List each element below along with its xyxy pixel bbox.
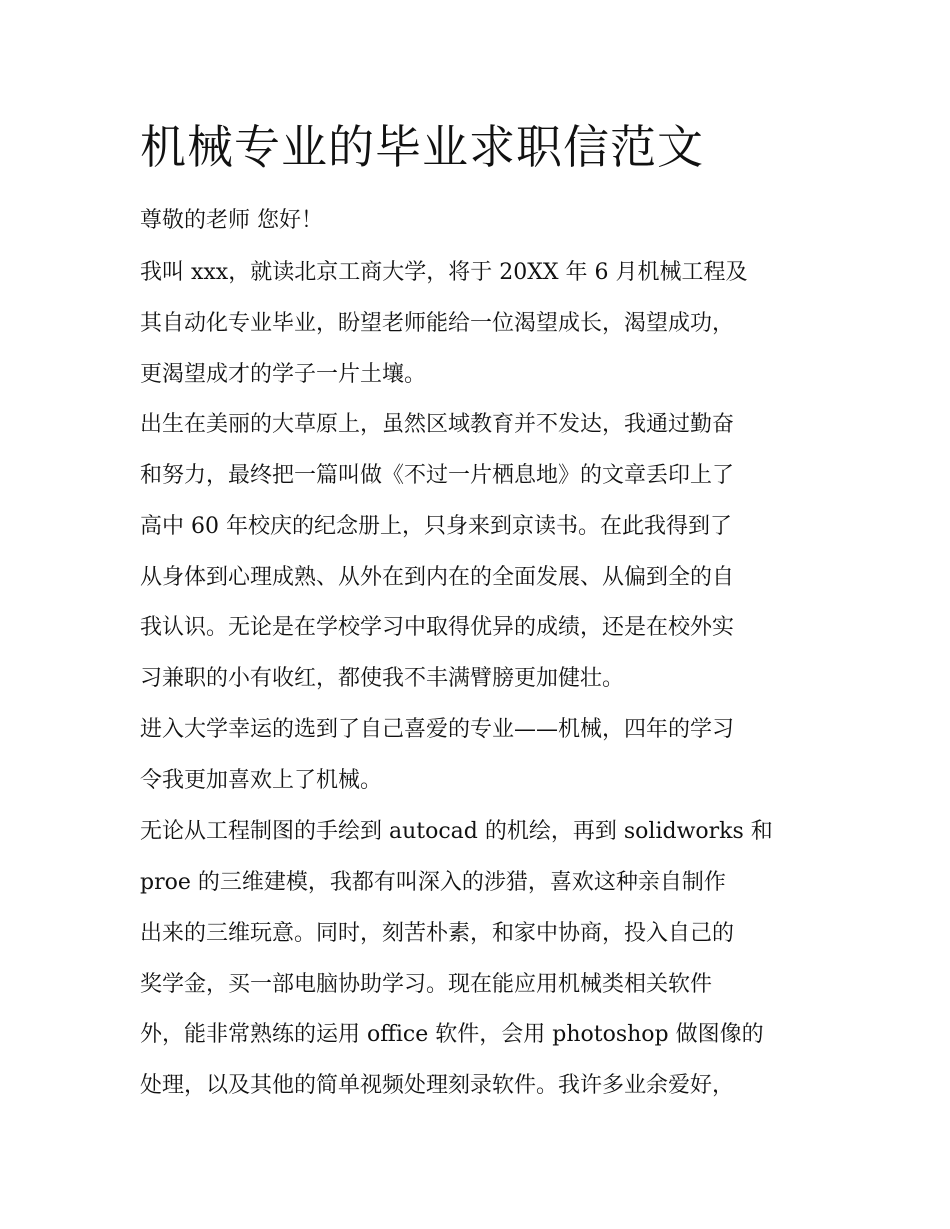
body-line: 从身体到心理成熟、从外在到内在的全面发展、从偏到全的自	[140, 565, 735, 590]
body-line: 和努力，最终把一篇叫做《不过一片栖息地》的文章丢印上了	[140, 463, 735, 488]
body-line: proe 的三维建模，我都有叫深入的涉猎，喜欢这种亲自制作	[140, 870, 726, 895]
salutation-line: 尊敬的老师 您好！	[140, 208, 323, 233]
body-line: 奖学金，买一部电脑协助学习。现在能应用机械类相关软件	[140, 972, 713, 997]
body-line: 外，能非常熟练的运用 office 软件，会用 photoshop 做图像的	[140, 1022, 764, 1047]
body-line: 进入大学幸运的选到了自己喜爱的专业——机械，四年的学习	[140, 717, 735, 742]
body-line: 高中 60 年校庆的纪念册上，只身来到京读书。在此我得到了	[140, 514, 732, 539]
body-line: 无论从工程制图的手绘到 autocad 的机绘，再到 solidworks 和	[140, 819, 773, 844]
body-line: 出生在美丽的大草原上，虽然区域教育并不发达，我通过勤奋	[140, 412, 735, 437]
body-line: 更渴望成才的学子一片土壤。	[140, 362, 427, 387]
body-line: 令我更加喜欢上了机械。	[140, 768, 383, 793]
body-line: 我认识。无论是在学校学习中取得优异的成绩，还是在校外实	[140, 615, 735, 640]
body-line: 习兼职的小有收红，都使我不丰满臂膀更加健壮。	[140, 666, 625, 691]
body-line: 我叫 xxx，就读北京工商大学，将于 20XX 年 6 月机械工程及	[140, 260, 748, 285]
body-line: 出来的三维玩意。同时，刻苦朴素，和家中协商，投入自己的	[140, 921, 735, 946]
body-line: 处理，以及其他的简单视频处理刻录软件。我许多业余爱好，	[140, 1073, 735, 1098]
body-line: 其自动化专业毕业，盼望老师能给一位渴望成长，渴望成功，	[140, 311, 735, 336]
document-title: 机械专业的毕业求职信范文	[140, 120, 704, 174]
